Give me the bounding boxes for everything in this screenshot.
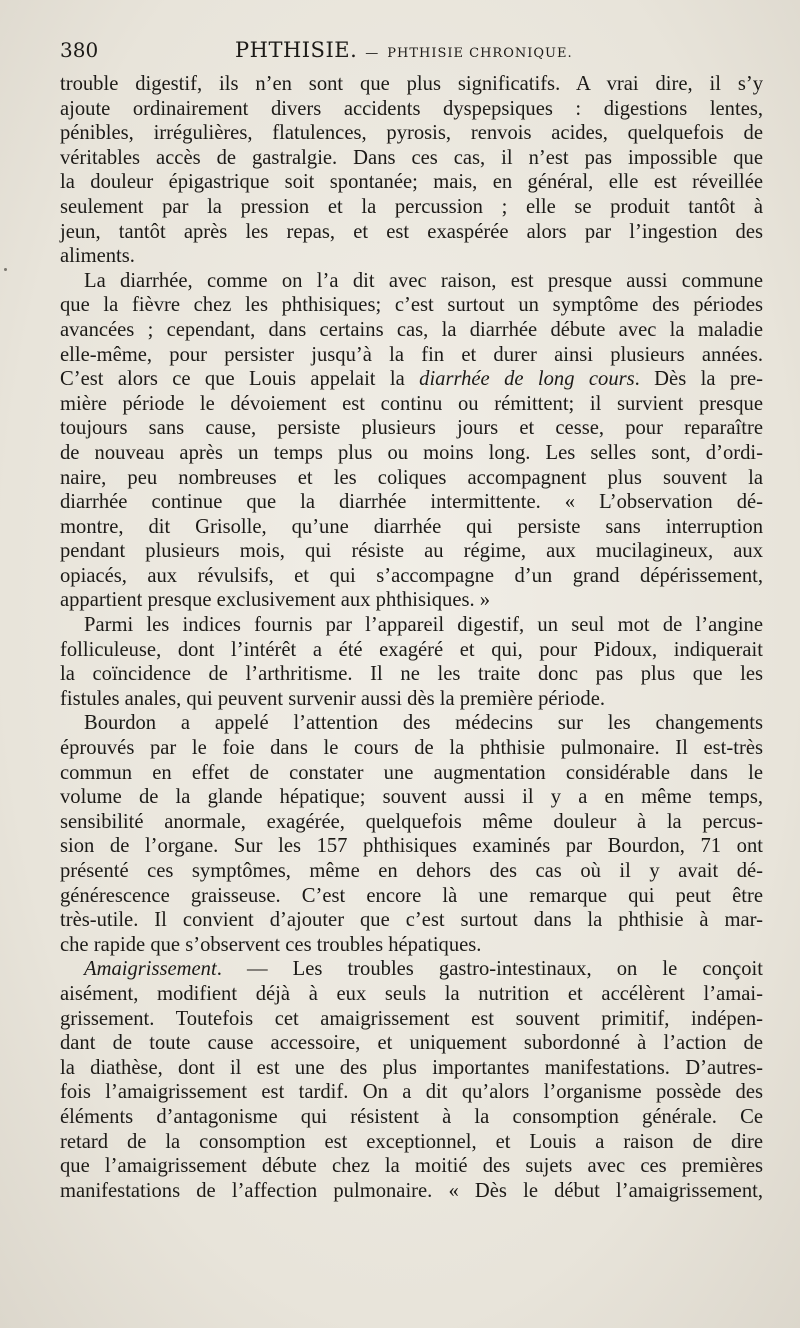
text-line: que l’amaigrissement débute chez la moitié des sujets avec ces premières (60, 1155, 763, 1178)
text-line: jeun, tantôt après les repas, et est exaspérée alors par l’ingestion des (60, 220, 763, 243)
text-line: la coïncidence de l’arthritisme. Il ne les traite donc pas plus que les (60, 663, 763, 686)
text-line: Parmi les indices fournis par l’appareil digestif, un seul mot de l’angine (84, 614, 763, 637)
text-line: grissement. Toutefois cet amaigrissement est souvent primitif, indépen- (60, 1007, 763, 1030)
running-title: PHTHISIE. (235, 38, 358, 62)
text-line: commun en effet de constater une augmentation considérable dans le (60, 761, 763, 784)
paragraph (60, 957, 763, 1203)
text-line: folliculeuse, dont l’intérêt a été exagéré et qui, pour Pidoux, indiquerait (60, 638, 763, 661)
text-line: dant de toute cause accessoire, et uniquement subordonné à l’action de (60, 1032, 763, 1055)
italic-term: diarrhée de long cours (419, 368, 635, 391)
text-line: seulement par la pression et la percussion ; elle se produit tantôt à (60, 195, 763, 218)
text-line: montre, dit Grisolle, qu’une diarrhée qui persiste sans interruption (60, 515, 763, 538)
paragraph (60, 613, 763, 711)
body-text (60, 72, 763, 1203)
text-line: che rapide que s’observent ces troubles hépatiques. (60, 933, 482, 956)
text-line: de nouveau après un temps plus ou moins long. Les selles sont, d’ordi- (60, 441, 763, 464)
text-line: La diarrhée, comme on l’a dit avec raison, est presque aussi commune (84, 269, 763, 292)
text-line: elle-même, pour persister jusqu’à la fin et durer ainsi plusieurs années. (60, 343, 763, 366)
text-line: retard de la consomption est exceptionnel, et Louis a raison de dire (60, 1130, 763, 1153)
text-line: appartient presque exclusivement aux phthisiques. » (60, 589, 491, 612)
margin-speck (4, 268, 7, 271)
text-line: sensibilité anormale, exagérée, quelquefois même douleur à la percus- (60, 810, 763, 833)
text-line: mière période le dévoiement est continu ou rémittent; il survient presque (60, 392, 763, 415)
running-subtitle: PHTHISIE CHRONIQUE. (387, 46, 573, 61)
paragraph (60, 269, 763, 613)
running-separator: — (365, 46, 380, 61)
italic-term: Amaigrissement (84, 958, 217, 981)
text-line: toujours sans cause, persiste plusieurs jours et cesse, pour reparaître (60, 417, 763, 440)
text-line: volume de la glande hépatique; souvent aussi il y a en même temps, (60, 786, 763, 809)
text-line: opiacés, aux révulsifs, et qui s’accompagne d’un grand dépérissement, (60, 564, 763, 587)
text-line: générescence graisseuse. C’est encore là une remarque qui peut être (60, 884, 763, 907)
text-line: sion de l’organe. Sur les 157 phthisiques examinés par Bourdon, 71 ont (60, 835, 763, 858)
text-line: que la fièvre chez les phthisiques; c’est surtout un symptôme des périodes (60, 294, 763, 317)
text-line: fistules anales, qui peuvent survenir aussi dès la première période. (60, 687, 605, 710)
text-line: ajoute ordinairement divers accidents dyspepsiques : digestions lentes, (60, 97, 763, 120)
text-line: éprouvés par le foie dans le cours de la phthisie pulmonaire. Il est-très (60, 737, 763, 760)
text-line: avancées ; cependant, dans certains cas, la diarrhée débute avec la maladie (60, 318, 763, 341)
text-line: C’est alors ce que Louis appelait la diarrhée de long cours. Dès la pre- (60, 368, 763, 391)
text-line: aliments. (60, 245, 135, 268)
text-line: présenté ces symptômes, même en dehors des cas où il y avait dé- (60, 860, 763, 882)
text-line: manifestations de l’affection pulmonaire. « Dès le début l’amaigrissement, (60, 1179, 763, 1202)
paragraph (60, 711, 763, 957)
text-line: diarrhée continue que la diarrhée intermittente. « L’observation dé- (60, 491, 763, 514)
text-line: pénibles, irrégulières, flatulences, pyrosis, renvois acides, quelquefois de (60, 122, 763, 145)
text-line: Bourdon a appelé l’attention des médecins sur les changements (84, 712, 763, 735)
text-line: éléments d’antagonisme qui résistent à la consomption générale. Ce (60, 1105, 763, 1128)
text-line: fois l’amaigrissement est tardif. On a dit qu’alors l’organisme possède des (60, 1081, 763, 1104)
text-line: naire, peu nombreuses et les coliques accompagnent plus souvent la (60, 466, 763, 489)
running-header (60, 38, 763, 68)
page-number: 380 (60, 38, 99, 62)
text-line: la douleur épigastrique soit spontanée; mais, en général, elle est réveillée (60, 171, 763, 194)
text-line: aisément, modifient déjà à eux seuls la nutrition et accélèrent l’amai- (60, 982, 763, 1005)
text-line: véritables accès de gastralgie. Dans ces cas, il n’est pas impossible que (60, 146, 763, 169)
paragraph (60, 72, 763, 269)
text-line: trouble digestif, ils n’en sont que plus significatifs. A vrai dire, il s’y (60, 73, 763, 95)
text-line: très-utile. Il convient d’ajouter que c’est surtout dans la phthisie à mar- (60, 909, 763, 932)
text-line: pendant plusieurs mois, qui résiste au régime, aux mucilagineux, aux (60, 540, 763, 563)
text-line: Amaigrissement. — Les troubles gastro-intestinaux, on le conçoit (84, 958, 763, 981)
text-line: la diathèse, dont il est une des plus importantes manifestations. D’autres- (60, 1056, 763, 1079)
